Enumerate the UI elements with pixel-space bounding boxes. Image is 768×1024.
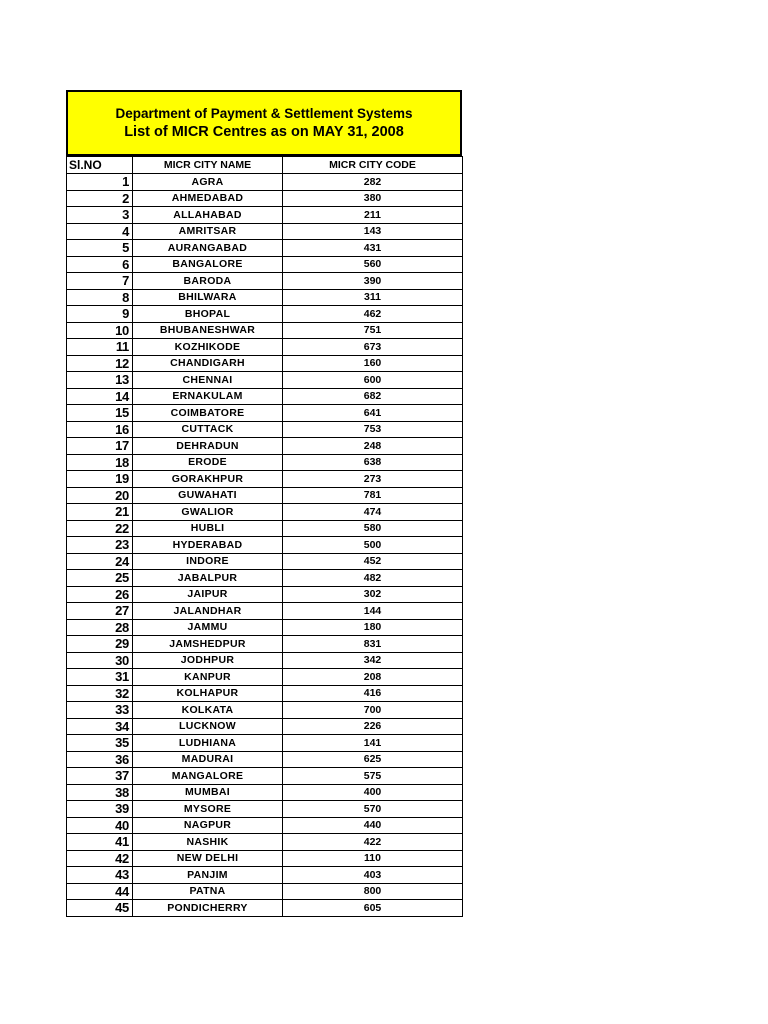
city-code-cell: 560 [283,256,463,273]
table-row [67,685,463,702]
table-row [67,223,463,240]
sl-no-cell: 16 [67,421,133,438]
city-code-cell: 682 [283,388,463,405]
table-row [67,603,463,620]
table-row [67,586,463,603]
sl-no-cell: 1 [67,174,133,191]
sl-no-cell: 25 [67,570,133,587]
table-row [67,372,463,389]
city-name-cell: BHUBANESHWAR [133,322,283,339]
sl-no-cell: 23 [67,537,133,554]
city-code-cell: 160 [283,355,463,372]
city-code-cell: 273 [283,471,463,488]
sl-no-cell: 8 [67,289,133,306]
city-code-cell: 580 [283,520,463,537]
table-row [67,570,463,587]
sl-no-cell: 30 [67,652,133,669]
table-row [67,504,463,521]
city-code-cell: 302 [283,586,463,603]
city-code-cell: 575 [283,768,463,785]
table-row [67,768,463,785]
city-name-cell: NAGPUR [133,817,283,834]
sl-no-cell: 34 [67,718,133,735]
table-row [67,405,463,422]
sl-no-cell: 31 [67,669,133,686]
table-row [67,817,463,834]
city-name-cell: KOZHIKODE [133,339,283,356]
sl-no-cell: 28 [67,619,133,636]
table-row [67,834,463,851]
table-row [67,883,463,900]
table-row [67,520,463,537]
table-row [67,306,463,323]
sl-no-cell: 2 [67,190,133,207]
city-name-cell: GUWAHATI [133,487,283,504]
sl-no-cell: 38 [67,784,133,801]
sl-no-cell: 32 [67,685,133,702]
sl-no-cell: 12 [67,355,133,372]
city-code-cell: 605 [283,900,463,917]
city-code-cell: 452 [283,553,463,570]
city-name-cell: HYDERABAD [133,537,283,554]
city-name-cell: ALLAHABAD [133,207,283,224]
table-row [67,636,463,653]
table-row [67,735,463,752]
city-code-cell: 380 [283,190,463,207]
sl-no-cell: 6 [67,256,133,273]
city-code-cell: 110 [283,850,463,867]
city-name-cell: CUTTACK [133,421,283,438]
sl-no-cell: 22 [67,520,133,537]
city-code-cell: 700 [283,702,463,719]
city-name-cell: KOLHAPUR [133,685,283,702]
sl-no-cell: 5 [67,240,133,257]
micr-centres-table [66,156,463,917]
sl-no-cell: 7 [67,273,133,290]
city-name-cell: JAIPUR [133,586,283,603]
city-name-cell: PANJIM [133,867,283,884]
table-row [67,652,463,669]
title-line-1: Department of Payment & Settlement Systems [115,106,413,121]
city-code-cell: 831 [283,636,463,653]
sl-no-cell: 45 [67,900,133,917]
city-name-cell: BHILWARA [133,289,283,306]
city-code-cell: 500 [283,537,463,554]
table-row [67,867,463,884]
table-row [67,900,463,917]
city-code-cell: 482 [283,570,463,587]
sl-no-cell: 39 [67,801,133,818]
table-header-row [67,157,463,174]
city-code-cell: 342 [283,652,463,669]
column-header-sl-no: Sl.NO [67,157,133,174]
table-row [67,454,463,471]
city-code-cell: 781 [283,487,463,504]
table-row [67,388,463,405]
sl-no-cell: 44 [67,883,133,900]
city-name-cell: DEHRADUN [133,438,283,455]
city-name-cell: COIMBATORE [133,405,283,422]
city-code-cell: 638 [283,454,463,471]
table-row [67,537,463,554]
city-name-cell: JAMMU [133,619,283,636]
table-row [67,273,463,290]
table-row [67,801,463,818]
city-name-cell: MUMBAI [133,784,283,801]
city-name-cell: BHOPAL [133,306,283,323]
sl-no-cell: 9 [67,306,133,323]
sl-no-cell: 42 [67,850,133,867]
city-name-cell: MYSORE [133,801,283,818]
sl-no-cell: 26 [67,586,133,603]
city-name-cell: JODHPUR [133,652,283,669]
sl-no-cell: 36 [67,751,133,768]
city-name-cell: JAMSHEDPUR [133,636,283,653]
table-body [67,174,463,917]
table-row [67,751,463,768]
city-name-cell: NASHIK [133,834,283,851]
city-code-cell: 625 [283,751,463,768]
sl-no-cell: 43 [67,867,133,884]
city-code-cell: 753 [283,421,463,438]
city-name-cell: CHENNAI [133,372,283,389]
sl-no-cell: 24 [67,553,133,570]
city-name-cell: JALANDHAR [133,603,283,620]
city-code-cell: 282 [283,174,463,191]
city-code-cell: 641 [283,405,463,422]
city-code-cell: 600 [283,372,463,389]
city-name-cell: CHANDIGARH [133,355,283,372]
table-row [67,718,463,735]
sl-no-cell: 19 [67,471,133,488]
table-row [67,487,463,504]
sl-no-cell: 3 [67,207,133,224]
sl-no-cell: 4 [67,223,133,240]
city-name-cell: KOLKATA [133,702,283,719]
city-code-cell: 400 [283,784,463,801]
city-code-cell: 248 [283,438,463,455]
sl-no-cell: 40 [67,817,133,834]
city-name-cell: LUCKNOW [133,718,283,735]
city-name-cell: AHMEDABAD [133,190,283,207]
table-row [67,438,463,455]
sl-no-cell: 18 [67,454,133,471]
city-name-cell: LUDHIANA [133,735,283,752]
sl-no-cell: 13 [67,372,133,389]
city-name-cell: ERNAKULAM [133,388,283,405]
city-code-cell: 390 [283,273,463,290]
city-name-cell: MADURAI [133,751,283,768]
column-header-city-code: MICR CITY CODE [283,157,463,174]
sl-no-cell: 14 [67,388,133,405]
city-code-cell: 311 [283,289,463,306]
table-row [67,190,463,207]
table-row [67,174,463,191]
table-row [67,339,463,356]
sl-no-cell: 20 [67,487,133,504]
city-code-cell: 226 [283,718,463,735]
city-code-cell: 211 [283,207,463,224]
city-name-cell: BARODA [133,273,283,290]
table-row [67,289,463,306]
city-code-cell: 422 [283,834,463,851]
city-code-cell: 462 [283,306,463,323]
column-header-city-name: MICR CITY NAME [133,157,283,174]
table-row [67,240,463,257]
city-name-cell: PONDICHERRY [133,900,283,917]
city-name-cell: KANPUR [133,669,283,686]
sl-no-cell: 11 [67,339,133,356]
city-code-cell: 403 [283,867,463,884]
city-code-cell: 673 [283,339,463,356]
city-name-cell: HUBLI [133,520,283,537]
table-row [67,256,463,273]
city-name-cell: INDORE [133,553,283,570]
table-row [67,471,463,488]
sl-no-cell: 10 [67,322,133,339]
city-code-cell: 570 [283,801,463,818]
city-name-cell: GWALIOR [133,504,283,521]
table-row [67,702,463,719]
city-code-cell: 141 [283,735,463,752]
sl-no-cell: 33 [67,702,133,719]
table-row [67,421,463,438]
sl-no-cell: 29 [67,636,133,653]
sl-no-cell: 21 [67,504,133,521]
city-name-cell: AMRITSAR [133,223,283,240]
sl-no-cell: 41 [67,834,133,851]
title-line-2: List of MICR Centres as on MAY 31, 2008 [124,124,404,140]
city-code-cell: 144 [283,603,463,620]
city-name-cell: ERODE [133,454,283,471]
city-name-cell: GORAKHPUR [133,471,283,488]
table-row [67,355,463,372]
sl-no-cell: 17 [67,438,133,455]
micr-centres-sheet [66,90,462,917]
city-code-cell: 751 [283,322,463,339]
city-name-cell: NEW DELHI [133,850,283,867]
city-name-cell: JABALPUR [133,570,283,587]
city-code-cell: 474 [283,504,463,521]
city-code-cell: 180 [283,619,463,636]
city-code-cell: 416 [283,685,463,702]
city-name-cell: PATNA [133,883,283,900]
table-row [67,619,463,636]
city-name-cell: AGRA [133,174,283,191]
city-code-cell: 431 [283,240,463,257]
table-row [67,322,463,339]
city-code-cell: 208 [283,669,463,686]
city-name-cell: AURANGABAD [133,240,283,257]
sl-no-cell: 27 [67,603,133,620]
city-code-cell: 440 [283,817,463,834]
city-name-cell: MANGALORE [133,768,283,785]
table-row [67,669,463,686]
table-row [67,553,463,570]
sl-no-cell: 35 [67,735,133,752]
city-code-cell: 800 [283,883,463,900]
table-row [67,207,463,224]
table-row [67,850,463,867]
table-row [67,784,463,801]
city-code-cell: 143 [283,223,463,240]
title-box [66,90,462,156]
sl-no-cell: 15 [67,405,133,422]
sl-no-cell: 37 [67,768,133,785]
city-name-cell: BANGALORE [133,256,283,273]
